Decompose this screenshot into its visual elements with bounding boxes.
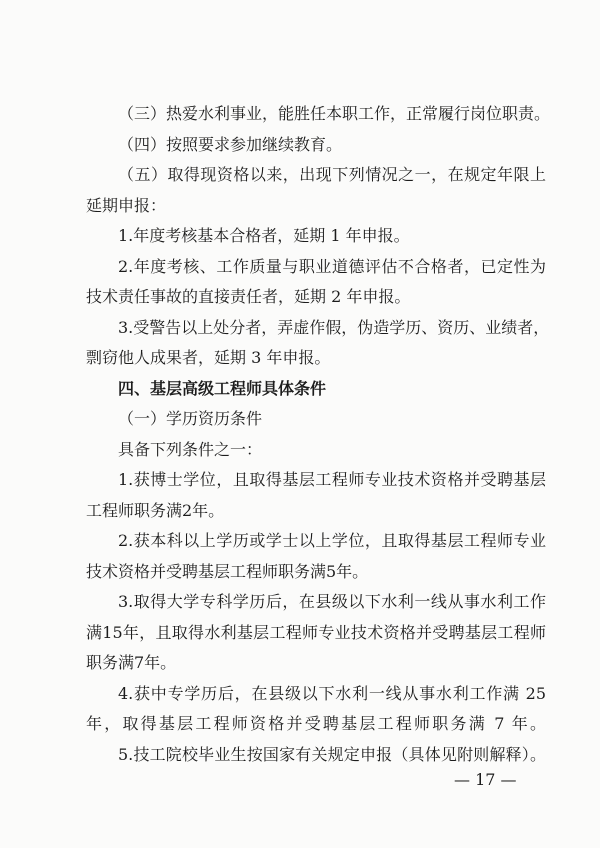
- paragraph-line: 5.技工院校毕业生按国家有关规定申报（具体见附则解释）。: [118, 745, 546, 764]
- paragraph-line: 2.获本科以上学历或学士以上学位，且取得基层工程师专业: [118, 531, 546, 550]
- paragraph-line: 3.受警告以上处分者，弄虚作假，伪造学历、资历、业绩者，: [118, 318, 550, 337]
- paragraph-line: 具备下列条件之一：: [118, 440, 263, 459]
- paragraph-line: 满15年，且取得水利基层工程师专业技术资格并受聘基层工程师: [86, 623, 546, 642]
- page-number: — 17 —: [454, 770, 517, 789]
- paragraph-line: 年，取得基层工程师资格并受聘基层工程师职务满 7 年。: [86, 714, 546, 733]
- paragraph-line: （五）取得现资格以来，出现下列情况之一，在规定年限上: [118, 165, 546, 184]
- paragraph-line: 职务满7年。: [86, 653, 177, 672]
- paragraph-line: 剽窃他人成果者，延期 3 年申报。: [86, 348, 331, 367]
- paragraph-line: （四）按照要求参加继续教育。: [118, 135, 343, 154]
- paragraph-line: 1.年度考核基本合格者，延期 1 年申报。: [118, 226, 410, 245]
- subsection-heading: （一）学历资历条件: [118, 409, 263, 428]
- paragraph-line: （三）热爱水利事业，能胜任本职工作，正常履行岗位职责。: [118, 104, 551, 123]
- paragraph-line: 4.获中专学历后，在县级以下水利一线从事水利工作满 25: [118, 684, 546, 703]
- paragraph-line: 延期申报：: [86, 196, 167, 215]
- paragraph-line: 3.取得大学专科学历后，在县级以下水利一线从事水利工作: [118, 592, 546, 611]
- paragraph-line: 2.年度考核、工作质量与职业道德评估不合格者，已定性为: [118, 257, 546, 276]
- paragraph-line: 技术责任事故的直接责任者，延期 2 年申报。: [86, 287, 411, 306]
- section-heading: 四、基层高级工程师具体条件: [118, 379, 327, 398]
- paragraph-line: 技术资格并受聘基层工程师职务满5年。: [86, 562, 369, 581]
- paragraph-line: 1.获博士学位，且取得基层工程师专业技术资格并受聘基层: [118, 470, 546, 489]
- paragraph-line: 工程师职务满2年。: [86, 501, 225, 520]
